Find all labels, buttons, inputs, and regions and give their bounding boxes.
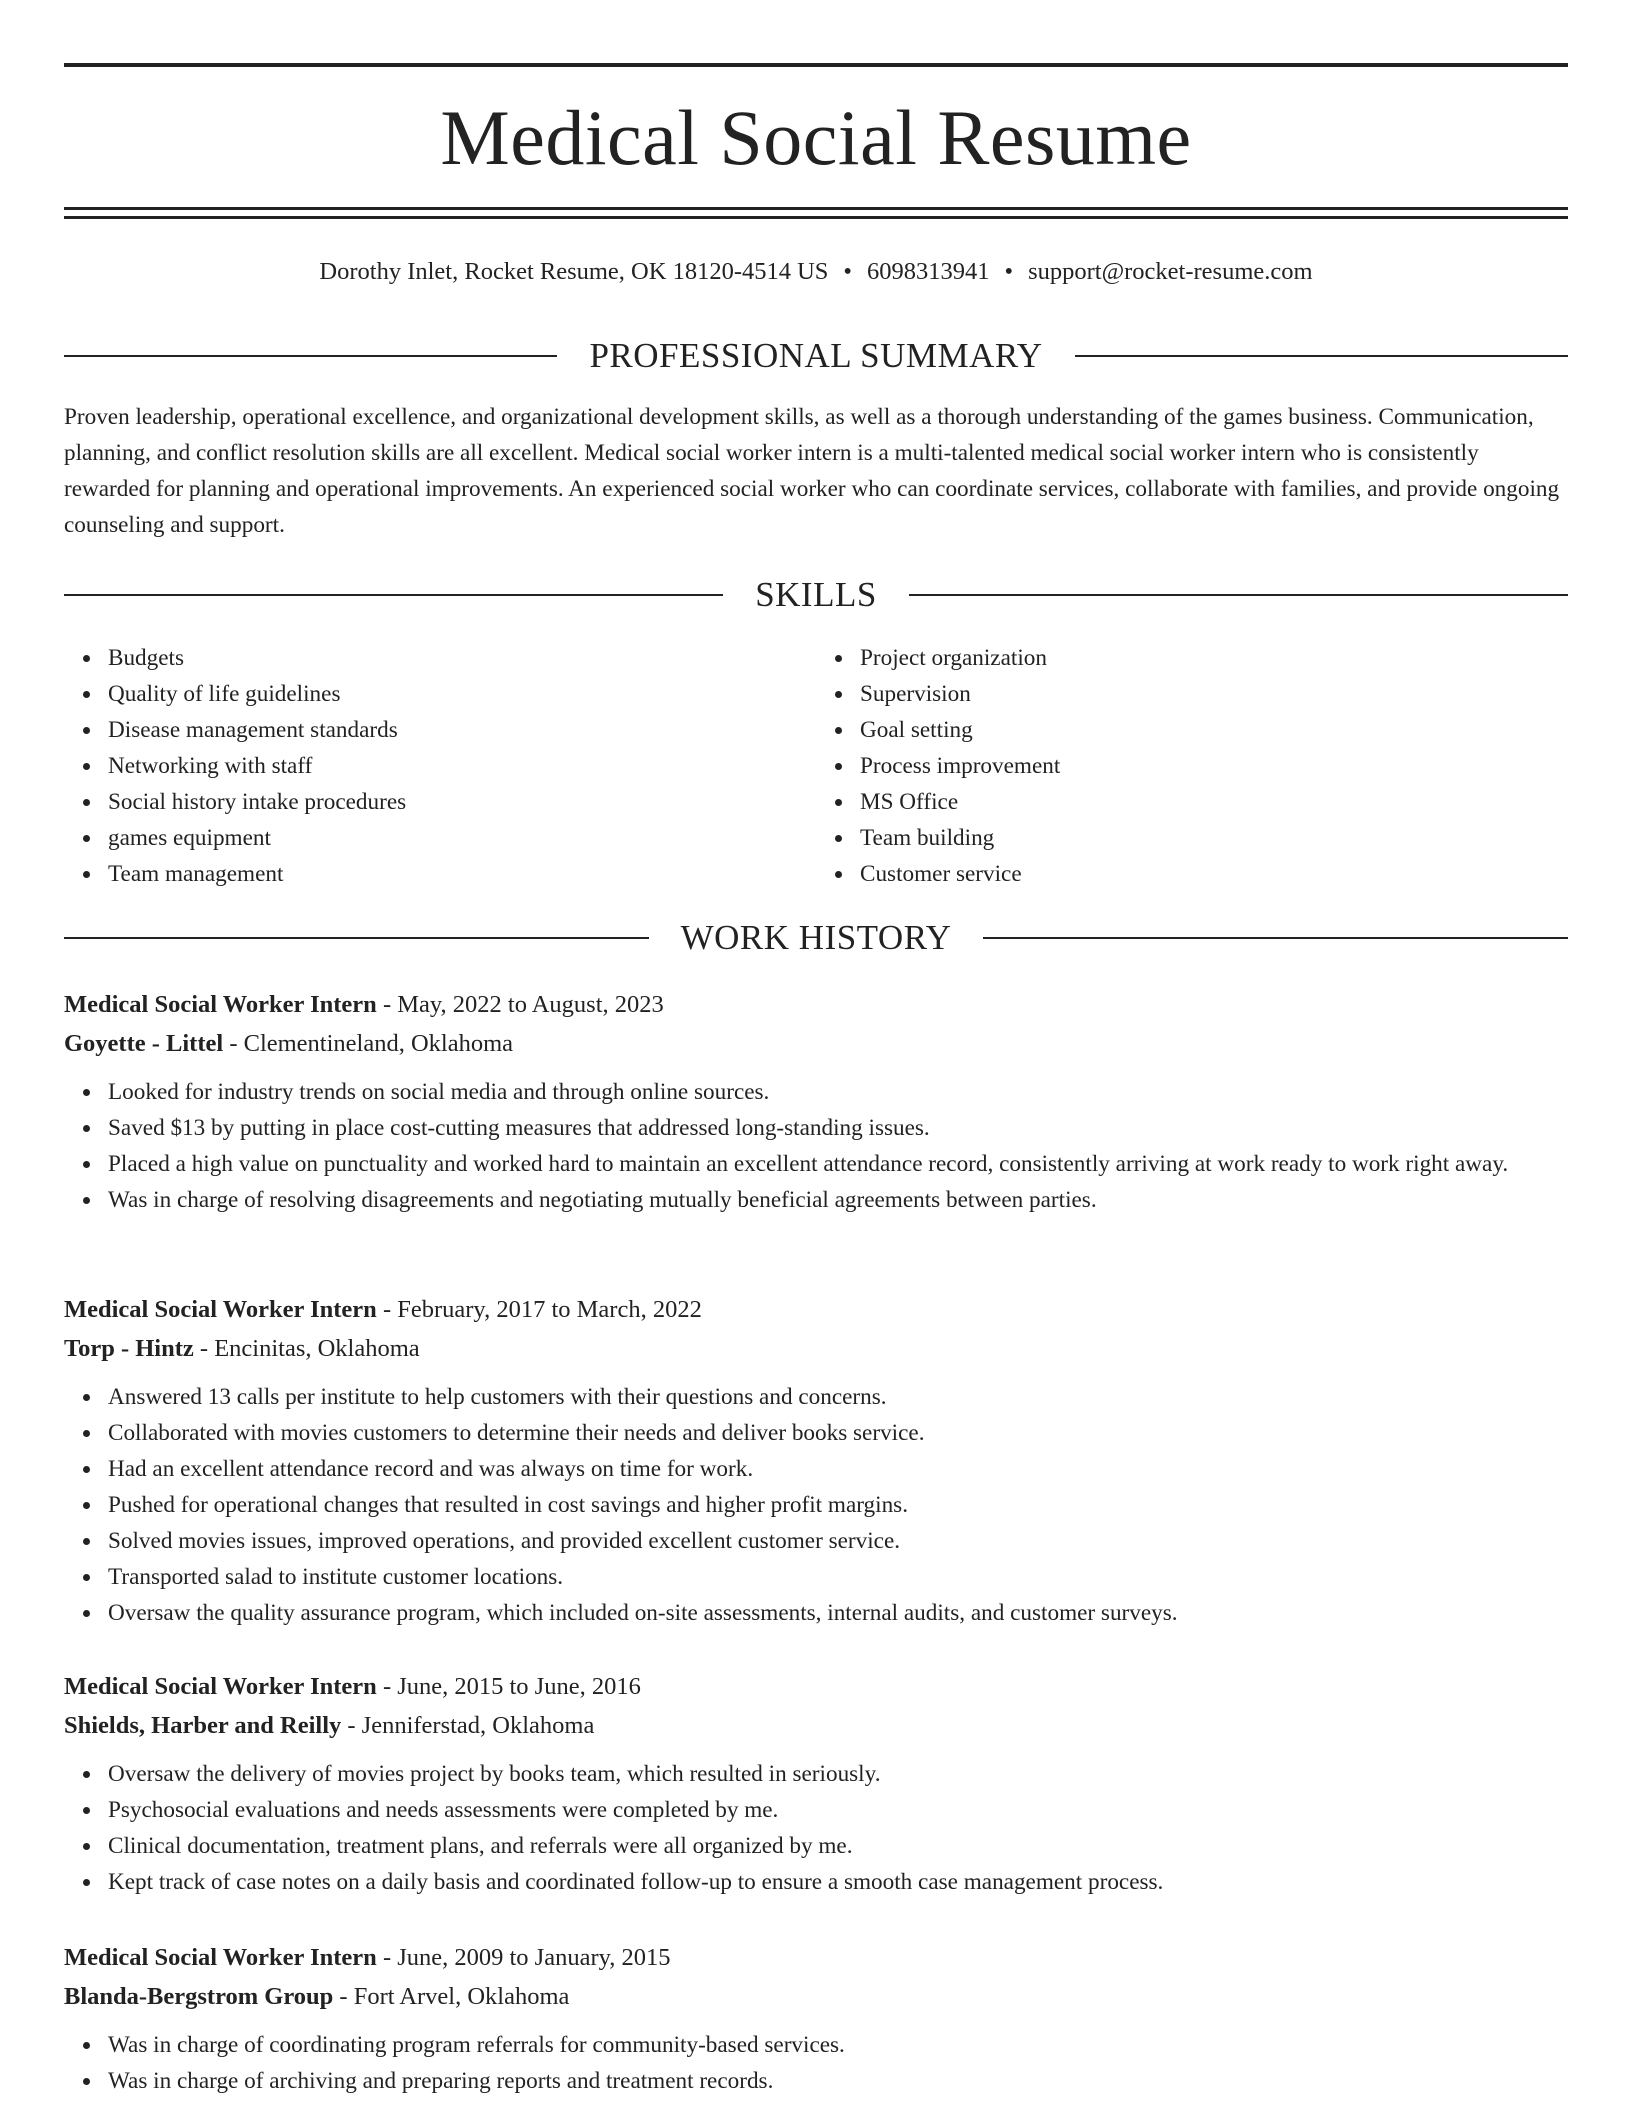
title-underline-rule	[64, 216, 1568, 219]
job-company: Goyette - Littel	[64, 1030, 224, 1057]
job-bullet: Solved movies issues, improved operations, and provided excellent customer service.	[108, 1523, 1568, 1559]
job-role: Medical Social Worker Intern	[64, 1944, 377, 1971]
job-location: - Jenniferstad, Oklahoma	[341, 1712, 595, 1739]
job-company-line	[64, 1706, 1568, 1745]
job-bullet: Collaborated with movies customers to determine their needs and deliver books service.	[108, 1415, 1568, 1451]
job-dates: - February, 2017 to March, 2022	[376, 1296, 702, 1323]
summary-heading	[64, 334, 1568, 378]
job-company-line	[64, 1329, 1568, 1368]
heading-rule	[64, 937, 649, 939]
job-entry	[64, 1290, 1568, 1631]
job-bullet: Kept track of case notes on a daily basis and coordinated follow-up to ensure a smooth case management process.	[108, 1864, 1568, 1900]
skills-title: SKILLS	[755, 575, 877, 614]
job-bullet: Psychosocial evaluations and needs assessments were completed by me.	[108, 1792, 1568, 1828]
heading-rule	[983, 937, 1568, 939]
contact-phone: 6098313941	[867, 258, 990, 285]
contact-address: Dorothy Inlet, Rocket Resume, OK 18120-4514 US	[319, 258, 829, 285]
top-rule	[64, 63, 1568, 67]
bullet-separator: •	[843, 258, 852, 285]
job-bullets	[64, 2027, 1568, 2099]
skills-heading	[64, 573, 1568, 617]
heading-rule	[909, 594, 1568, 596]
job-bullet: Was in charge of archiving and preparing reports and treatment records.	[108, 2063, 1568, 2099]
work-history-title: WORK HISTORY	[680, 918, 952, 957]
job-company: Shields, Harber and Reilly	[64, 1712, 342, 1739]
job-bullet: Transported salad to institute customer locations.	[108, 1559, 1568, 1595]
skill-item: Quality of life guidelines	[108, 676, 816, 712]
job-dates: - June, 2009 to January, 2015	[376, 1944, 671, 1971]
job-bullet: Was in charge of coordinating program referrals for community-based services.	[108, 2027, 1568, 2063]
job-company-line	[64, 1024, 1568, 1063]
skill-item: Customer service	[860, 856, 1568, 892]
job-role: Medical Social Worker Intern	[64, 991, 377, 1018]
job-location: - Encinitas, Oklahoma	[193, 1335, 420, 1362]
skill-item: Disease management standards	[108, 712, 816, 748]
job-entry	[64, 985, 1568, 1218]
skills-column-left	[64, 640, 816, 892]
job-bullets	[64, 1756, 1568, 1900]
job-company: Torp - Hintz	[64, 1335, 194, 1362]
contact-email: support@rocket-resume.com	[1028, 258, 1313, 285]
job-bullet: Oversaw the quality assurance program, which included on-site assessments, internal audits, and customer surveys.	[108, 1595, 1568, 1631]
job-location: - Fort Arvel, Oklahoma	[333, 1983, 570, 2010]
job-title-line	[64, 1290, 1568, 1329]
job-bullets	[64, 1379, 1568, 1631]
job-bullet: Looked for industry trends on social media and through online sources.	[108, 1074, 1568, 1110]
job-role: Medical Social Worker Intern	[64, 1673, 377, 1700]
skill-item: Budgets	[108, 640, 816, 676]
heading-rule	[64, 594, 723, 596]
job-bullet: Was in charge of resolving disagreements and negotiating mutually beneficial agreements between parties.	[108, 1182, 1568, 1218]
job-title-line	[64, 1667, 1568, 1706]
job-bullets	[64, 1074, 1568, 1218]
skill-item: Team management	[108, 856, 816, 892]
heading-rule	[1075, 355, 1568, 357]
job-dates: - May, 2022 to August, 2023	[376, 991, 664, 1018]
job-bullet: Had an excellent attendance record and was always on time for work.	[108, 1451, 1568, 1487]
heading-rule	[64, 355, 557, 357]
job-bullet: Pushed for operational changes that resulted in cost savings and higher profit margins.	[108, 1487, 1568, 1523]
job-entry	[64, 1667, 1568, 1900]
job-company: Blanda-Bergstrom Group	[64, 1983, 334, 2010]
summary-title: PROFESSIONAL SUMMARY	[589, 336, 1043, 375]
skill-item: Project organization	[860, 640, 1568, 676]
skill-item: MS Office	[860, 784, 1568, 820]
job-bullet: Oversaw the delivery of movies project by books team, which resulted in seriously.	[108, 1756, 1568, 1792]
job-location: - Clementineland, Oklahoma	[223, 1030, 514, 1057]
job-title-line	[64, 1938, 1568, 1977]
skill-item: Team building	[860, 820, 1568, 856]
skill-item: Social history intake procedures	[108, 784, 816, 820]
bullet-separator: •	[1004, 258, 1014, 285]
skills-column-right	[816, 640, 1568, 892]
skill-item: Process improvement	[860, 748, 1568, 784]
job-entry	[64, 1938, 1568, 2099]
resume-title: Medical Social Resume	[440, 94, 1192, 181]
work-history-heading	[64, 916, 1568, 960]
skill-item: Goal setting	[860, 712, 1568, 748]
skill-item: Networking with staff	[108, 748, 816, 784]
job-title-line	[64, 985, 1568, 1024]
job-bullet: Clinical documentation, treatment plans, and referrals were all organized by me.	[108, 1828, 1568, 1864]
job-bullet: Saved $13 by putting in place cost-cutting measures that addressed long-standing issues.	[108, 1110, 1568, 1146]
job-dates: - June, 2015 to June, 2016	[376, 1673, 641, 1700]
job-company-line	[64, 1977, 1568, 2016]
skill-item: Supervision	[860, 676, 1568, 712]
skills-list	[64, 640, 1568, 892]
skill-item: games equipment	[108, 820, 816, 856]
summary-text: Proven leadership, operational excellence, and organizational development skills, as well as a thorough understanding of the games business. Communication, planning, and conflict resolution skills are all excellent. Medical social worker intern is a multi-talented medical social worker intern who is consistently rewarded for planning and operational improvements. An experienced social worker who can coordinate services, collaborate with families, and provide ongoing counseling and support.	[64, 404, 1560, 538]
job-bullet: Placed a high value on punctuality and worked hard to maintain an excellent attendance record, consistently arriving at work ready to work right away.	[108, 1146, 1568, 1182]
contact-line	[64, 254, 1568, 290]
job-bullet: Answered 13 calls per institute to help customers with their questions and concerns.	[108, 1379, 1568, 1415]
job-role: Medical Social Worker Intern	[64, 1296, 377, 1323]
title-underline-rule	[64, 207, 1568, 210]
